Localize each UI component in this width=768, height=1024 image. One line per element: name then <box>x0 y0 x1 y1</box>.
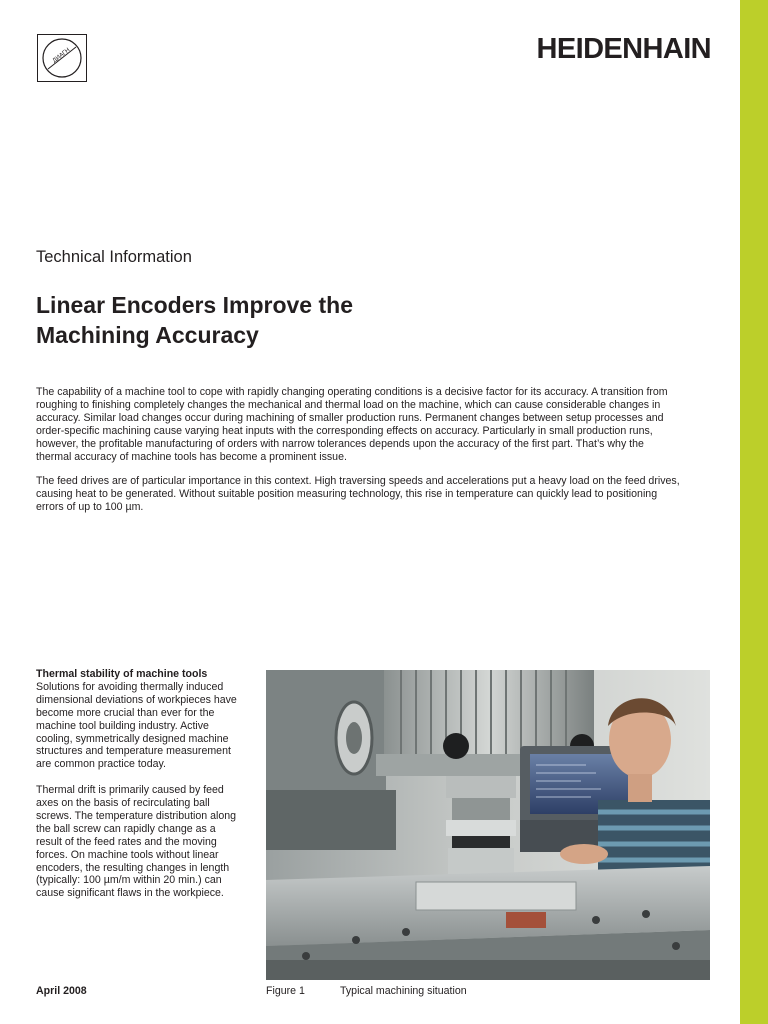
text-line: forces. On machine tools without linear <box>36 848 219 861</box>
publication-date: April 2008 <box>36 985 87 997</box>
text-line: however, the profitable manufacturing of orders with narrow tolerances depends upon the accuracy of the first part. That’s why the <box>36 437 644 450</box>
text-line: order-specific machining cause varying heat inputs with the corresponding effects on accuracy. Particularly in small production runs, <box>36 424 653 437</box>
text-line: (typically: 100 µm/m within 20 min.) can <box>36 874 222 887</box>
text-line: The capability of a machine tool to cope with rapidly changing operating conditions is a decisive factor for its accuracy. A transition from <box>36 386 668 398</box>
text-line: dimensional deviations of workpieces have <box>36 693 237 706</box>
title-line: Machining Accuracy <box>36 322 259 348</box>
text-line: cause significant flaws in the workpiece. <box>36 887 224 900</box>
text-line: axes on the basis of recirculating ball <box>36 797 210 810</box>
text-line: the ball screw can rapidly change as a <box>36 822 216 835</box>
document-type-label: Technical Information <box>36 248 192 266</box>
sidebar-text <box>36 668 258 900</box>
machining-photo <box>266 670 710 980</box>
text-line: encoders, the resulting changes in length <box>36 861 230 874</box>
text-line: screws. The temperature distribution along <box>36 809 237 822</box>
text-line: structures and temperature measurement <box>36 745 231 758</box>
intro-text <box>36 386 716 526</box>
svg-text:HEIDENHAIN: HEIDENHAIN <box>536 33 711 65</box>
text-line: causing heat to be generated. Without suitable position measuring technology, this rise in temperature can quickly lead to positioning <box>36 488 658 501</box>
text-line: Solutions for avoiding thermally induced <box>36 680 224 693</box>
intro-paragraph <box>36 475 716 514</box>
text-line: cooling, symmetrically designed machine <box>36 732 229 745</box>
text-line: machine tool building industry. Active <box>36 719 209 732</box>
text-line: roughing to finishing completely changes the mechanical and thermal load on the machine, which can cause considerable changes in <box>36 398 661 411</box>
text-line: become more crucial than ever for the <box>36 706 215 719</box>
section-heading: Thermal stability of machine tools <box>36 668 208 680</box>
text-line: Thermal drift is primarily caused by feed <box>36 784 224 797</box>
intro-paragraph <box>36 386 716 463</box>
text-line: thermal accuracy of machine tools has become a prominent issue. <box>36 450 347 463</box>
text-line: are common practice today. <box>36 758 166 771</box>
text-line: result of the feed rates and the moving <box>36 835 217 848</box>
title-line: Linear Encoders Improve the <box>36 292 353 318</box>
page-title <box>36 290 353 350</box>
accent-side-bar <box>740 0 768 1024</box>
text-line: The feed drives are of particular importance in this context. High traversing speeds and accelerations put a heavy load on the feed drives, <box>36 475 680 488</box>
text-line: accuracy. Similar load changes occur during machining of smaller production runs. Permanent changes between setup processes and <box>36 411 664 424</box>
figure-number: Figure 1 <box>266 985 305 997</box>
figure-caption: Typical machining situation <box>340 985 467 997</box>
seal-logo-icon <box>37 34 87 82</box>
text-line: errors of up to 100 µm. <box>36 501 144 514</box>
svg-text:ДИАГН: ДИАГН <box>51 47 72 65</box>
brand-logo <box>492 26 714 66</box>
